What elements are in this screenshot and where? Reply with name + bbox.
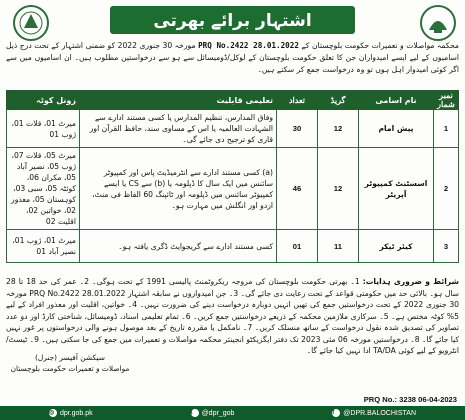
footer-twitter[interactable] — [191, 409, 235, 417]
intro-prq-reference: PRQ No.2422 28.01.2022 — [198, 41, 299, 50]
footer-website-text: dpr.gob.pk — [59, 409, 93, 417]
row-num: 2 — [434, 148, 459, 230]
row-count: 30 — [277, 110, 318, 148]
row-scale: 12 — [318, 148, 359, 230]
footer-facebook[interactable] — [332, 409, 416, 417]
table-row — [7, 110, 459, 148]
page-title: اشتہار برائے بھرتی — [110, 6, 355, 34]
row-post-name: اسسٹنٹ کمپیوٹر آپریٹر — [359, 148, 434, 230]
conditions-text: 1۔ بھرتی حکومت بلوچستان کی مروجہ ریکروٹمنٹ پالیسی 1991 کے تحت ہوگی۔ 2۔ عمر کی حد 18 تا 28 سال ہو۔ بالائی حد میں حکومتی قواعد کے تحت رعایت دی جائے گی۔ 3۔ جن امیدواروں نے سابقہ اشتہار PRQ No.2422 28.01.2022 مورخہ 30 جنوری 2022 کے تحت درخواستیں جمع کی تھیں انہیں دوبارہ درخواست دینے کی ضرورت نہیں۔ 4۔ خواتین، اقلیت اور معذور افراد کے لیے 5% کوٹہ مختص ہے۔ 5۔ سرکاری ملازمین محکمہ کے ذریعے درخواستیں جمع کریں۔ 6۔ تمام تعلیمی اسناد، ڈومیسائل، شناختی کارڈ اور دو عدد تصاویر کی تصدیق شدہ نقول درخواست کے ساتھ منسلک کریں۔ 7۔ نامکمل یا مقررہ تاریخ کے بعد موصول ہونے والی درخواستوں پر غور نہیں کیا جائے گا۔ 8۔ درخواستیں مورخہ 06 مئی 2023 تک دفتر ایگزیکٹو انجینئر محکمہ مواصلات و تعمیرات میں جمع کی جا سکتی ہیں۔ 9۔ ٹیسٹ/انٹرویو کے لیے کوئی TA/DA ادا نہیں کیا جائے گا۔ — [6, 277, 459, 355]
intro-paragraph — [6, 40, 459, 88]
conditions-heading: شرائط و ضروری ہدایات: — [362, 277, 459, 286]
header-zonal-quota: زونل کوٹہ — [7, 91, 80, 110]
row-count: 46 — [277, 148, 318, 230]
row-count: 01 — [277, 230, 318, 263]
table-row — [7, 148, 459, 230]
vacancy-table — [6, 90, 459, 263]
footer-facebook-text: @DPR.BALOCHISTAN — [343, 409, 417, 417]
intro-text-part1: محکمہ مواصلات و تعمیرات حکومت بلوچستان کے — [301, 41, 459, 50]
header-post-name: نام اسامی — [359, 91, 434, 110]
prq-number: PRQ No.: 3238 06-04-2023 — [363, 395, 457, 404]
table-header-row — [7, 91, 459, 110]
row-post-name: پیش امام — [359, 110, 434, 148]
header-scale: گریڈ — [318, 91, 359, 110]
balochistan-seal-icon — [419, 4, 457, 42]
row-zonal-quota: میرٹ 01، قلات 01، ژوب 01 — [7, 110, 80, 148]
row-post-name: کیئر ٹیکر — [359, 230, 434, 263]
government-emblem-icon — [12, 4, 50, 42]
row-scale: 11 — [318, 230, 359, 263]
row-qualification: کسی مستند ادارے سے گریجوایٹ ڈگری یافتہ ہو۔ — [80, 230, 277, 263]
signature-title: سیکشن آفیسر (جنرل) — [35, 353, 105, 362]
table-row — [7, 230, 459, 263]
twitter-icon: t — [191, 409, 199, 417]
facebook-icon: f — [332, 409, 340, 417]
footer-website[interactable] — [49, 409, 93, 417]
footer-twitter-text: @dpr_gob — [201, 409, 235, 417]
row-qualification: (a) کسی مستند ادارے سے انٹرمیڈیٹ پاس اور کمپیوٹر سائنس میں ایک سال کا ڈپلومہ یا (b) سے CS یا ایسے کمپیوٹر سائنس میں ڈپلومہ اور ٹائپنگ 60 الفاظ فی منٹ، اردو اور انگلش میں مہارت ہو۔ — [80, 148, 277, 230]
header-count: تعداد — [277, 91, 318, 110]
intro-text-part2: مورخہ 30 جنوری 2022 کو ضمنی اشتہار کے تحت درج ذیل اسامیوں کے لیے ایسے امیدواران جن کا تعلق حکومت بلوچستان کے لوکل/ڈومیسائل سے ہو سے درخواستیں مطلوب ہیں۔ ان اسامیوں میں سے اگر کوئی امیدوار اہل ہوں تو وہ درخواست جمع کر سکتے ہیں۔ — [6, 41, 459, 74]
conditions-section — [6, 276, 459, 394]
globe-icon: ◎ — [49, 409, 57, 417]
row-zonal-quota: میرٹ 01، ژوب 01، نصیر آباد 01 — [7, 230, 80, 263]
header-num: نمبر شمار — [434, 91, 459, 110]
header-qualification: تعلیمی قابلیت — [80, 91, 277, 110]
row-num: 1 — [434, 110, 459, 148]
signature-department: مواصلات و تعمیرات حکومت بلوچستان — [10, 364, 130, 373]
footer-bar — [0, 406, 465, 420]
row-qualification: وفاق المدارس، تنظیم المدارس یا کسی مستند ادارے سے الشہادت العالمیہ یا اس کے مساوی سند، حافظ القرآن اور قاری کو ترجیح دی جائے گی۔ — [80, 110, 277, 148]
row-zonal-quota: میرٹ 05، قلات 07، ژوب 05، نصیر آباد 05، مکران 06، کوئٹہ 05، سبی 03، کوہستان 05، معذور 02، خواتین 02، اقلیت 02 — [7, 148, 80, 230]
row-num: 3 — [434, 230, 459, 263]
signature-block — [10, 352, 130, 374]
row-scale: 12 — [318, 110, 359, 148]
